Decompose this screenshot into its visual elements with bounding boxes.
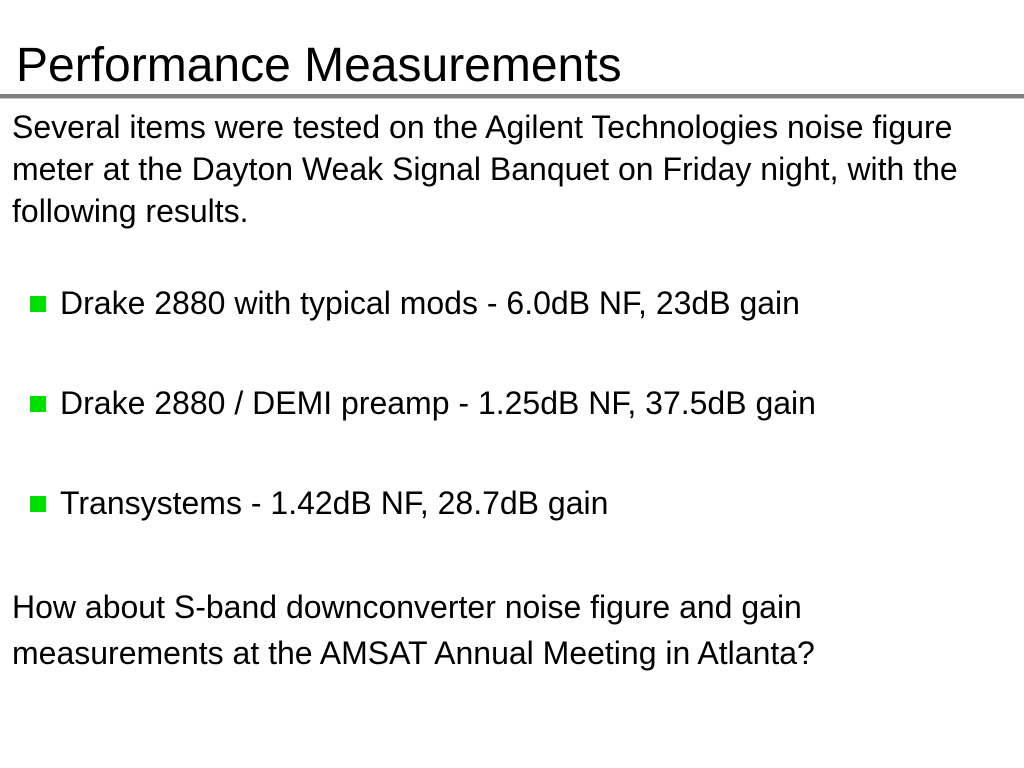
green-square-bullet-icon xyxy=(30,396,46,412)
green-square-bullet-icon xyxy=(30,296,46,312)
intro-paragraph: Several items were tested on the Agilent Technologies noise figure meter at the Dayton Weak Signal Banquet on Friday night, with the following results. xyxy=(12,109,958,229)
list-item-text: Transystems - 1.42dB NF, 28.7dB gain xyxy=(60,485,609,521)
list-item-text: Drake 2880 with typical mods - 6.0dB NF, 23dB gain xyxy=(60,285,800,321)
slide-title: Performance Measurements xyxy=(16,39,622,92)
closing-paragraph: How about S-band downconverter noise figure and gain measurements at the AMSAT Annual Meeting in Atlanta? xyxy=(12,589,815,671)
list-item-text: Drake 2880 / DEMI preamp - 1.25dB NF, 37.5dB gain xyxy=(60,385,816,421)
title-divider xyxy=(0,94,1024,98)
green-square-bullet-icon xyxy=(30,496,46,512)
